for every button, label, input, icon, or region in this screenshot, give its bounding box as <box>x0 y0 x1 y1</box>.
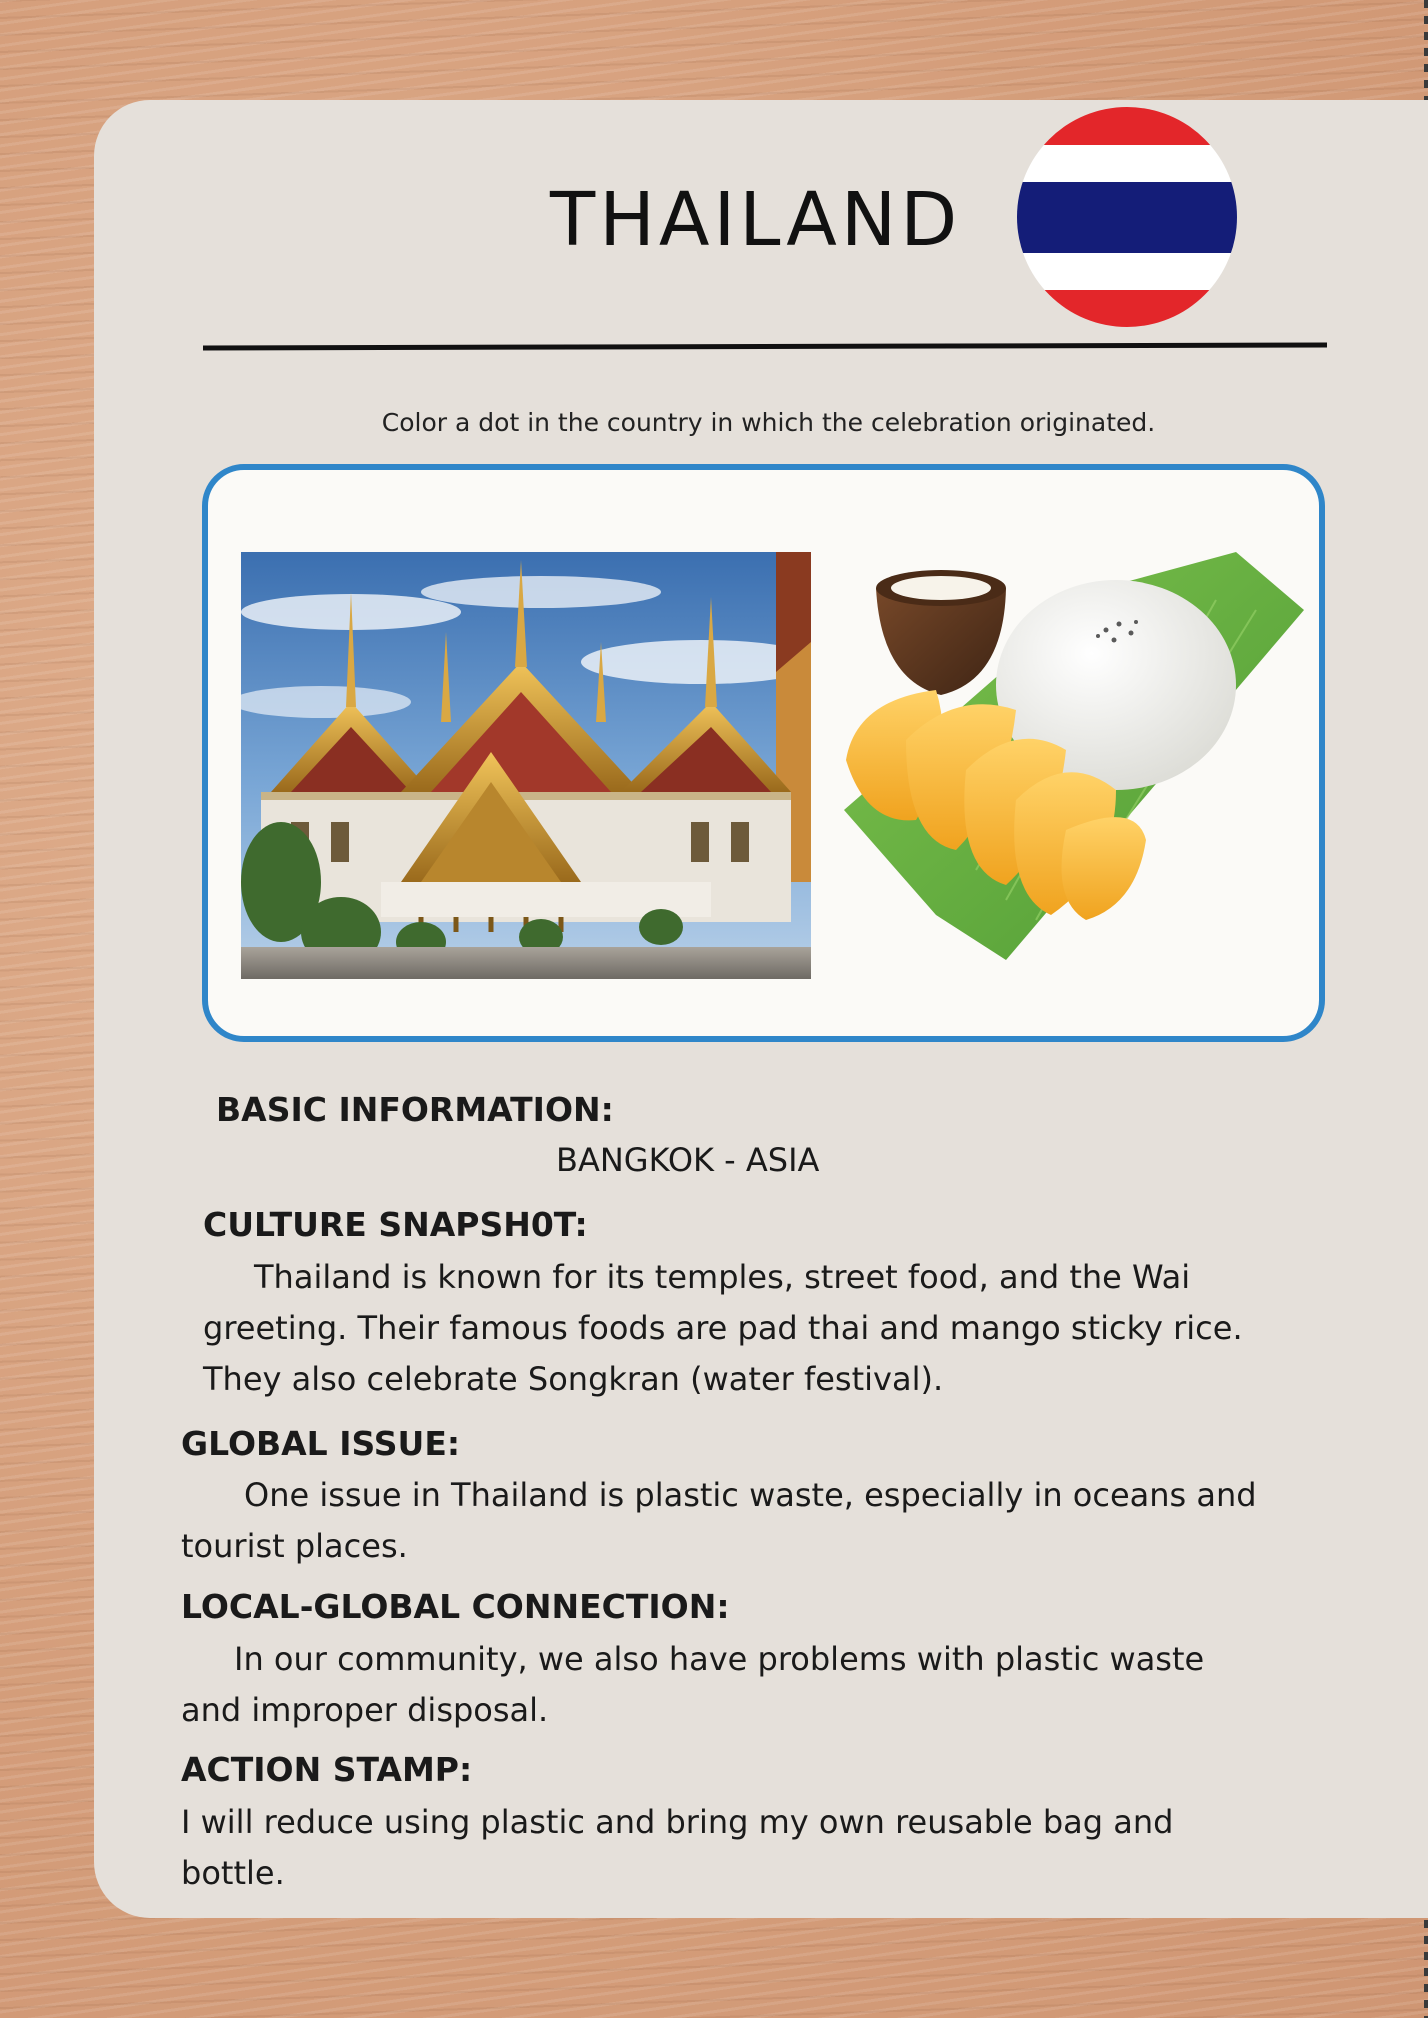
grand-palace-image <box>241 552 811 979</box>
thailand-flag-icon <box>1017 107 1237 327</box>
culture-line-2: greeting. Their famous foods are pad thai and mango sticky rice. <box>203 1309 1243 1347</box>
action-stamp-line-1: I will reduce using plastic and bring my own reusable bag and <box>181 1803 1174 1841</box>
culture-line-1: Thailand is known for its temples, street food, and the Wai <box>254 1258 1191 1296</box>
page-title: THAILAND <box>550 177 962 263</box>
culture-line-3: They also celebrate Songkran (water festival). <box>203 1360 944 1398</box>
mango-sticky-rice-image <box>836 540 1306 980</box>
culture-heading: CULTURE SNAPSH0T: <box>203 1205 588 1244</box>
global-issue-line-1: One issue in Thailand is plastic waste, especially in oceans and <box>244 1476 1257 1514</box>
local-global-heading: LOCAL-GLOBAL CONNECTION: <box>181 1587 730 1626</box>
basic-info-value: BANGKOK - ASIA <box>556 1141 820 1179</box>
local-global-line-1: In our community, we also have problems with plastic waste <box>234 1640 1205 1678</box>
basic-info-heading: BASIC INFORMATION: <box>216 1090 614 1129</box>
instruction-text: Color a dot in the country in which the celebration originated. <box>381 408 1156 437</box>
global-issue-heading: GLOBAL ISSUE: <box>181 1424 461 1463</box>
action-stamp-line-2: bottle. <box>181 1854 285 1892</box>
local-global-line-2: and improper disposal. <box>181 1691 549 1729</box>
global-issue-line-2: tourist places. <box>181 1527 408 1565</box>
action-stamp-heading: ACTION STAMP: <box>181 1750 473 1789</box>
